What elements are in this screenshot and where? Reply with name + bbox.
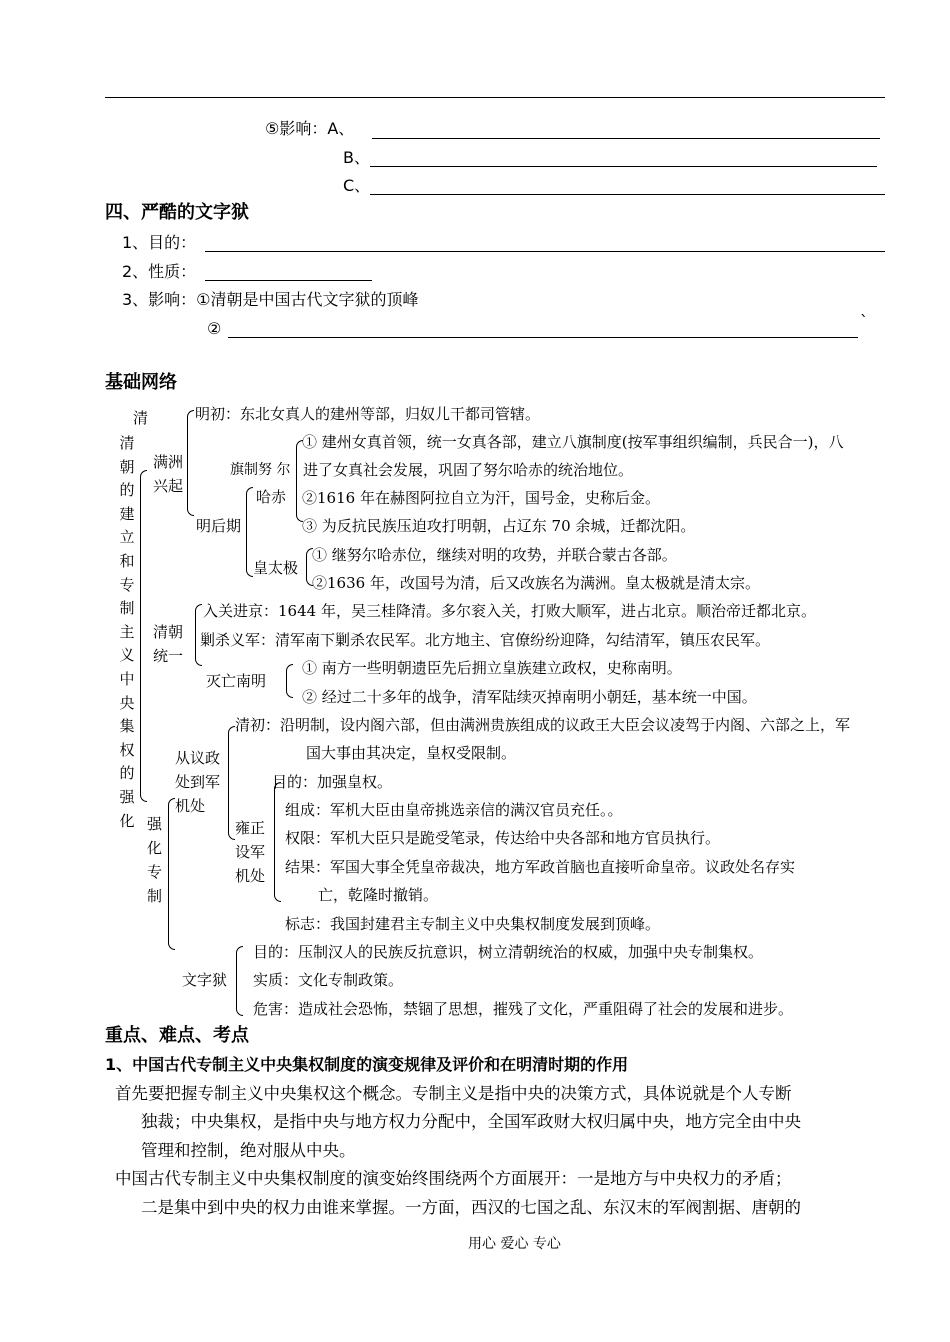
huangtaiji-label: 皇太极 bbox=[253, 559, 299, 577]
impact-2-label: ② bbox=[207, 319, 222, 338]
strengthen-label: 强化专制 bbox=[147, 815, 163, 905]
unify-1: 入关进京：1644 年，吴三桂降清。多尔衮入关，打败大顺军，进占北京。顺治帝迁都北京。 bbox=[203, 602, 816, 620]
purpose-label: 1、目的： bbox=[122, 233, 197, 252]
nurhaci-1b: 进了女真社会发展，巩固了努尔哈赤的统治地位。 bbox=[303, 461, 634, 479]
nurhaci-prefix: 旗制努 尔 bbox=[230, 462, 291, 478]
wzy-label: 文字狱 bbox=[182, 971, 228, 989]
nanming-label: 灭亡南明 bbox=[206, 672, 267, 690]
huangtaiji-2: ②1636 年，改国号为清，后又改族名为满洲。皇太极就是清太宗。 bbox=[312, 574, 760, 592]
purpose-blank bbox=[205, 251, 885, 252]
nanming-1: ① 南方一些明朝遗臣先后拥立皇族建立政权，史称南明。 bbox=[302, 659, 682, 677]
yz-4b: 亡，乾隆时撤销。 bbox=[318, 886, 439, 904]
yz-1: 目的：加强皇权。 bbox=[272, 773, 393, 791]
impact-b-label: B、 bbox=[343, 148, 370, 167]
wzy-1: 目的：压制汉人的民族反抗意识，树立清朝统治的权威，加强中央专制集权。 bbox=[253, 943, 764, 961]
wzy-2: 实质：文化专制政策。 bbox=[253, 971, 404, 989]
vertical-title: 清朝的建立和专制主义中央集权的强化 bbox=[119, 434, 135, 830]
network-title: 基础网络 bbox=[105, 372, 177, 393]
top-char: 清 bbox=[133, 409, 149, 427]
brace-jjc bbox=[228, 726, 235, 840]
header-rule bbox=[105, 97, 885, 98]
jjc-label: 从议政处到军机处 bbox=[175, 749, 221, 815]
unify-2: 剿杀义军：清军南下剿杀农民军。北方地主、官僚纷纷迎降，勾结清军，镇压农民军。 bbox=[200, 631, 771, 649]
brace-nurhaci bbox=[296, 440, 303, 522]
para1c: 管理和控制，绝对服从中央。 bbox=[141, 1141, 356, 1160]
brace-ming-late bbox=[246, 487, 253, 577]
footer: 用心 爱心 专心 bbox=[468, 1236, 561, 1252]
qingchu-1: 清初：沿明制，设内阁六部，但由满洲贵族组成的议政王大臣会议凌驾于内阁、六部之上，军 bbox=[235, 716, 851, 734]
impact-c-blank bbox=[370, 194, 885, 195]
para1a: 首先要把握专制主义中央集权这个概念。专制主义是指中央的决策方式，具体说就是个人专断 bbox=[115, 1084, 792, 1103]
key-title: 重点、难点、考点 bbox=[105, 1025, 249, 1046]
ming-early: 明初：东北女真人的建州等部，归奴儿干都司管辖。 bbox=[195, 405, 541, 423]
brace-manzhou bbox=[187, 410, 194, 516]
para2a: 中国古代专制主义中央集权制度的演变始终围绕两个方面展开：一是地方与中央权力的矛盾； bbox=[115, 1169, 792, 1188]
brace-main bbox=[140, 470, 147, 802]
qingchu-2: 国大事由其决定，皇权受限制。 bbox=[306, 744, 517, 762]
nurhaci-1: ① 建州女真首领，统一女真各部，建立八旗制度(按军事组织编制，兵民合一)，八 bbox=[302, 433, 844, 451]
section4-title: 四、严酷的文字狱 bbox=[105, 202, 249, 223]
para2b: 二是集中到中央的权力由谁来掌握。一方面，西汉的七国之乱、东汉末的军阀割据、唐朝的 bbox=[141, 1198, 801, 1217]
impact-b-blank bbox=[370, 166, 877, 167]
ming-late-label: 明后期 bbox=[196, 517, 242, 535]
nature-blank bbox=[205, 280, 372, 281]
nature-label: 2、性质： bbox=[122, 262, 197, 281]
yz-4: 结果：军国大事全凭皇帝裁决，地方军政首脑也直接听命皇帝。议政处名存实 bbox=[285, 858, 796, 876]
nurhaci-label: 哈赤 bbox=[256, 488, 287, 506]
nurhaci-2: ②1616 年在赫图阿拉自立为汗，国号金，史称后金。 bbox=[302, 489, 660, 507]
sign: 标志：我国封建君主专制主义中央集权制度发展到顶峰。 bbox=[285, 915, 661, 933]
nanming-2: ② 经过二十多年的战争，清军陆续灭掉南明小朝廷，基本统一中国。 bbox=[302, 688, 757, 706]
unify-label: 清朝统一 bbox=[153, 623, 184, 665]
brace-nanming bbox=[286, 664, 293, 698]
brace-yongzheng bbox=[274, 782, 281, 902]
key-sub1: 1、中国古代专制主义中央集权制度的演变规律及评价和在明清时期的作用 bbox=[105, 1055, 629, 1074]
impact-a-blank bbox=[372, 138, 880, 139]
nurhaci-3: ③ 为反抗民族压迫攻打明朝，占辽东 70 余城，迁都沈阳。 bbox=[302, 517, 696, 535]
impact-c-label: C、 bbox=[343, 176, 371, 195]
impact-2-blank bbox=[228, 337, 858, 338]
brace-wzy bbox=[236, 946, 243, 1016]
manzhou-label: 满洲兴起 bbox=[153, 453, 184, 495]
stray-mark: ` bbox=[860, 312, 868, 331]
yz-2: 组成：军机大臣由皇帝挑选亲信的满汉官员充任。。 bbox=[285, 801, 623, 819]
yz-3: 权限：军机大臣只是跪受笔录，传达给中央各部和地方官员执行。 bbox=[285, 829, 721, 847]
impact-label: 3、影响：①清朝是中国古代文字狱的顶峰 bbox=[122, 290, 419, 309]
wzy-3: 危害：造成社会恐怖，禁锢了思想，摧残了文化，严重阻碍了社会的发展和进步。 bbox=[253, 1000, 794, 1018]
yongzheng-label: 雍正设军机处 bbox=[235, 819, 266, 885]
huangtaiji-1: ① 继努尔哈赤位，继续对明的攻势，并联合蒙古各部。 bbox=[312, 546, 677, 564]
impact-a-label: ⑤影响：A、 bbox=[265, 119, 355, 138]
para1b: 独裁；中央集权，是指中央与地方权力分配中，全国军政财大权归属中央，地方完全由中央 bbox=[141, 1112, 801, 1131]
brace-strengthen bbox=[168, 798, 175, 950]
